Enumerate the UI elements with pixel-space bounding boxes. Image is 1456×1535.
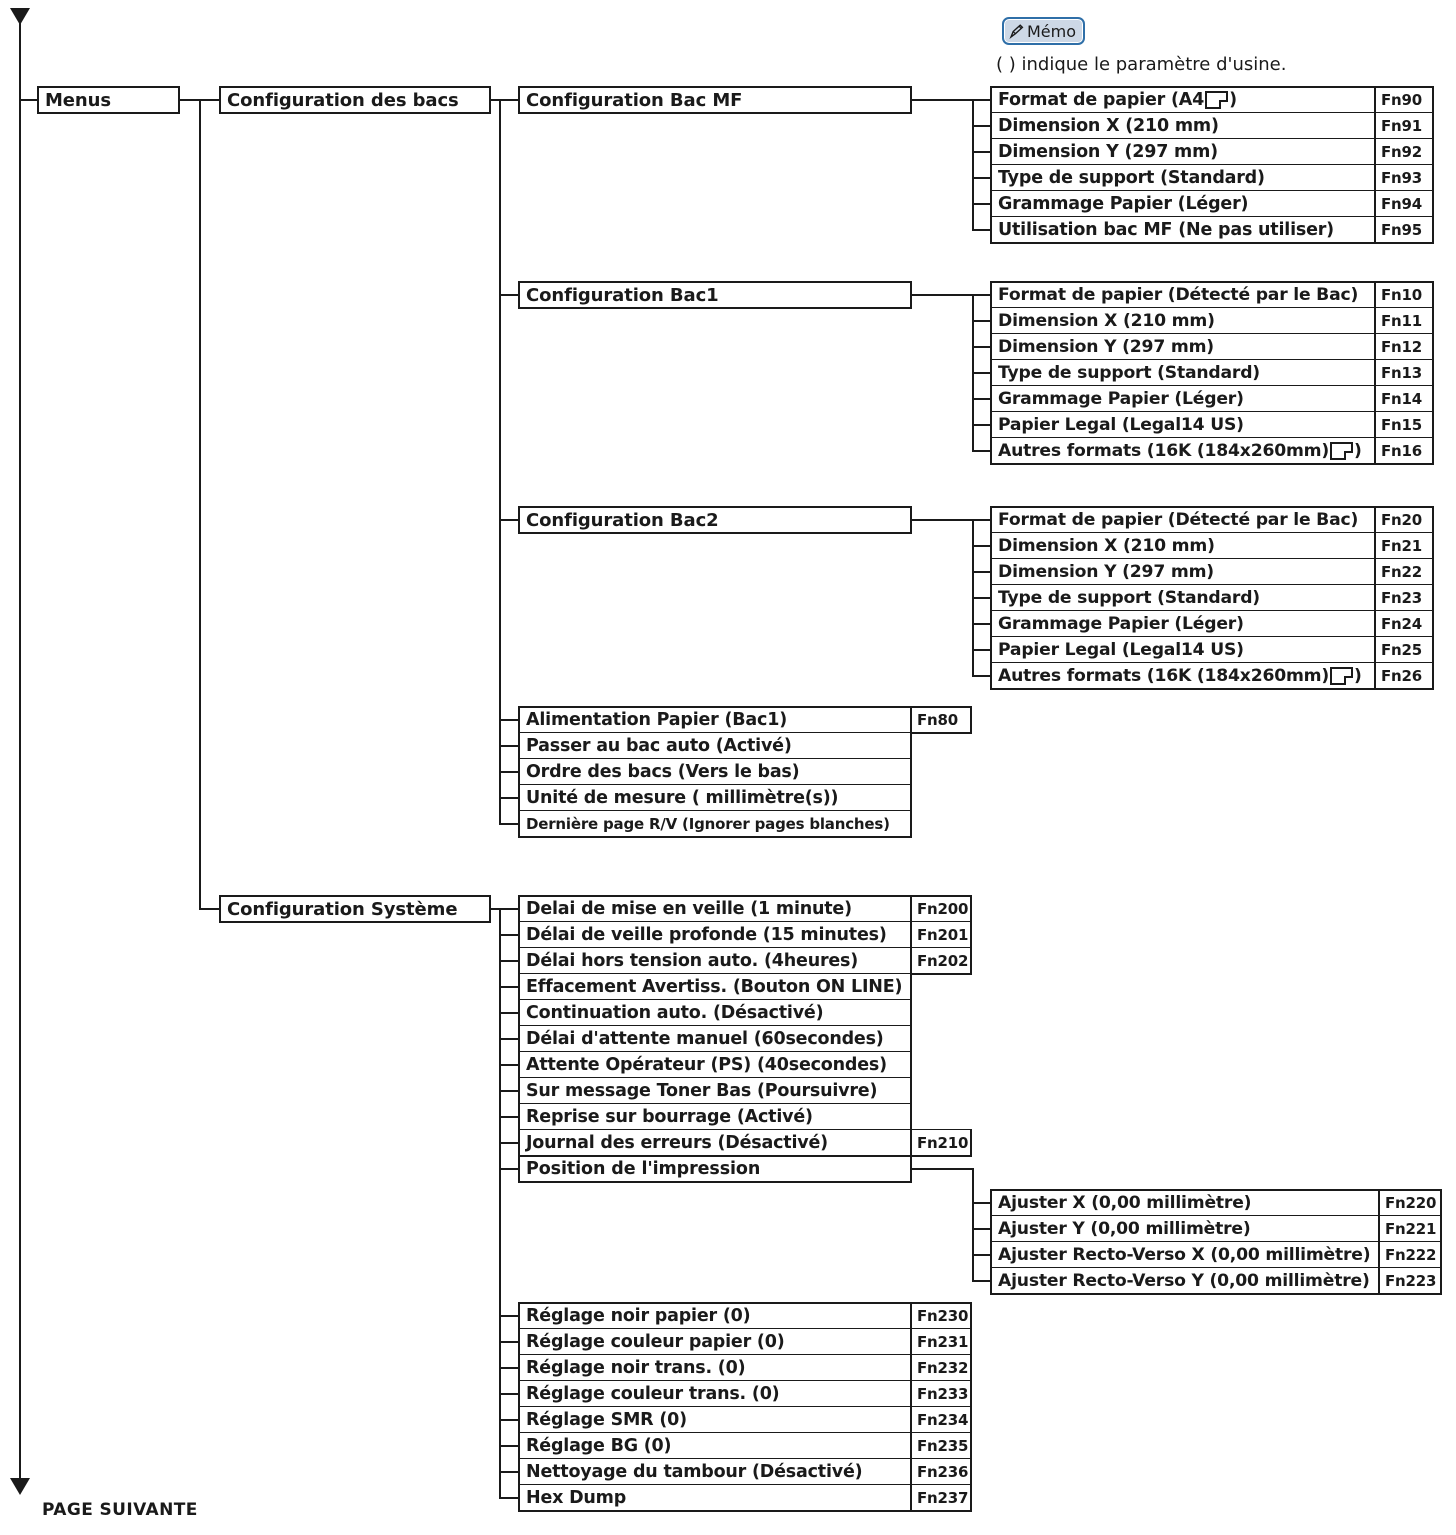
connector-stub [499,1471,520,1473]
menu-item-label: Dimension Y (297 mm) [990,138,1376,166]
menu-item-label: Dimension Y (297 mm) [990,558,1376,586]
menu-item-label: Type de support (Standard) [990,359,1376,387]
connector-stub [972,1280,992,1282]
table-row[interactable] [990,1215,1442,1243]
node-configuration-des-bacs[interactable]: Configuration des bacs [219,86,491,114]
table-row[interactable] [518,1406,972,1434]
connector-stub [972,398,992,400]
menu-item-label: Type de support (Standard) [990,164,1376,192]
paper-page-icon [1330,667,1353,685]
menu-item-label: Réglage noir trans. (0) [518,1354,912,1382]
table-row[interactable] [518,1129,972,1157]
menu-item-label: Réglage SMR (0) [518,1406,912,1434]
connector-stub [499,797,520,799]
menu-item-label: Format de papier (Détecté par le Bac) [990,506,1376,534]
connector-stub [972,571,992,573]
menu-item-label: Grammage Papier (Léger) [990,385,1376,413]
table-row[interactable] [990,532,1434,560]
table-row[interactable] [518,999,972,1027]
table-row[interactable] [518,784,972,812]
function-code: Fn200 [910,895,972,923]
table-reglages [518,1302,972,1512]
connector-stub [499,934,520,936]
function-code: Fn90 [1374,86,1434,114]
function-code: Fn13 [1374,359,1434,387]
next-page-label: PAGE SUIVANTE [42,1500,198,1520]
menu-item-label: Ajuster Recto-Verso Y (0,00 millimètre) [990,1267,1380,1295]
connector-stub [499,99,520,101]
connector-stub [499,960,520,962]
connector-trunk [972,99,974,231]
table-row[interactable] [990,636,1434,664]
table-systeme [518,895,972,1157]
function-code: Fn21 [1374,532,1434,560]
connector-stub [972,346,992,348]
table-row[interactable] [518,1354,972,1382]
table-row[interactable] [990,164,1434,192]
connector-stub [499,771,520,773]
connector-stub [499,294,520,296]
connector-stub [499,1090,520,1092]
menu-item-label: Dimension X (210 mm) [990,112,1376,140]
table-row[interactable] [990,112,1434,140]
connector-stub [972,294,992,296]
function-code: Fn22 [1374,558,1434,586]
connector-stub [499,1064,520,1066]
menu-item-label: Délai hors tension auto. (4heures) [518,947,912,975]
table-row[interactable] [990,662,1434,690]
connector-trunk-bacs [499,99,501,825]
menu-item-label: Ajuster Y (0,00 millimètre) [990,1215,1380,1243]
connector-stub [972,203,992,205]
table-row[interactable] [990,138,1434,166]
menu-item-label: Unité de mesure ( millimètre(s)) [518,784,912,812]
function-code: Fn91 [1374,112,1434,140]
menu-item-label: Réglage couleur trans. (0) [518,1380,912,1408]
table-row[interactable] [518,895,972,923]
connector-stub [499,1315,520,1317]
function-code: Fn14 [1374,385,1434,413]
connector-root-in [19,99,39,101]
connector-systeme-in [199,908,221,910]
memo-note: ( ) indique le paramètre d'usine. [996,54,1287,75]
connector-stub [499,1393,520,1395]
table-row[interactable] [518,1484,972,1512]
menu-item-label: Autres formats (16K (184x260mm) ) [990,662,1376,690]
connector-stub [972,151,992,153]
table-row[interactable] [518,1103,972,1131]
function-code: Fn221 [1378,1215,1442,1243]
menu-item-label: Grammage Papier (Léger) [990,610,1376,638]
connector-stub [972,519,992,521]
table-row[interactable] [990,411,1434,439]
function-code: Fn236 [910,1458,972,1486]
function-code: Fn230 [910,1302,972,1330]
page-flow-arrow-bottom [10,1478,30,1495]
table-row[interactable] [518,758,972,786]
table-row[interactable] [518,1432,972,1460]
connector-stub [972,1202,992,1204]
node-position-impression[interactable]: Position de l'impression [518,1155,912,1183]
function-code: Fn26 [1374,662,1434,690]
function-code: Fn237 [910,1484,972,1512]
connector-stub [972,649,992,651]
menu-item-label: Dernière page R/V (Ignorer pages blanches) [518,810,912,838]
connector-stub [499,1367,520,1369]
function-code: Fn80 [910,706,972,734]
menu-item-label: Réglage BG (0) [518,1432,912,1460]
connector-stub [972,177,992,179]
menu-item-label: Dimension X (210 mm) [990,532,1376,560]
function-code: Fn220 [1378,1189,1442,1217]
menu-item-label: Format de papier (A4 ) [990,86,1376,114]
function-code: Fn12 [1374,333,1434,361]
table-row[interactable] [990,359,1434,387]
node-configuration-bac-mf[interactable]: Configuration Bac MF [518,86,912,114]
pencil-icon [1008,23,1027,40]
function-code: Fn210 [910,1129,972,1157]
connector-stub [499,1341,520,1343]
connector-stub [972,229,992,231]
function-code: Fn201 [910,921,972,949]
connector-horizontal [912,1168,974,1170]
menu-item-label: Ajuster X (0,00 millimètre) [990,1189,1380,1217]
function-code: Fn95 [1374,216,1434,244]
function-code: Fn222 [1378,1241,1442,1269]
menu-item-label: Dimension Y (297 mm) [990,333,1376,361]
connector-stub [499,719,520,721]
menu-item-label: Réglage noir papier (0) [518,1302,912,1330]
table-row[interactable] [990,216,1434,244]
connector-stub [972,424,992,426]
node-configuration-systeme[interactable]: Configuration Système [219,895,491,923]
connector-stub [499,519,520,521]
menu-item-label: Type de support (Standard) [990,584,1376,612]
table-row[interactable] [518,706,972,734]
table-row[interactable] [518,732,972,760]
menu-item-label: Reprise sur bourrage (Activé) [518,1103,912,1131]
menu-item-label: Autres formats (16K (184x260mm) ) [990,437,1376,465]
connector-stub [972,320,992,322]
menu-item-label: Alimentation Papier (Bac1) [518,706,912,734]
connector-stub [499,1012,520,1014]
menu-item-label: Continuation auto. (Désactivé) [518,999,912,1027]
table-row[interactable] [990,558,1434,586]
function-code: Fn10 [1374,281,1434,309]
connector-stub [499,1445,520,1447]
function-code: Fn234 [910,1406,972,1434]
function-code: Fn94 [1374,190,1434,218]
function-code: Fn202 [910,947,972,975]
connector-stub [499,1038,520,1040]
connector-horizontal [912,99,974,101]
function-code: Fn235 [910,1432,972,1460]
menu-item-label: Journal des erreurs (Désactivé) [518,1129,912,1157]
function-code: Fn232 [910,1354,972,1382]
table-row[interactable] [990,1267,1442,1295]
table-row[interactable] [990,610,1434,638]
table-row[interactable] [518,1380,972,1408]
table-row[interactable] [990,1189,1442,1217]
function-code: Fn93 [1374,164,1434,192]
function-code: Fn11 [1374,307,1434,335]
menu-item-label: Effacement Avertiss. (Bouton ON LINE) [518,973,912,1001]
table-row[interactable] [990,190,1434,218]
table-position-impression [990,1189,1442,1295]
menu-item-label: Papier Legal (Legal14 US) [990,636,1376,664]
table-bac-mf [990,86,1434,244]
function-code: Fn24 [1374,610,1434,638]
menu-item-label: Delai de mise en veille (1 minute) [518,895,912,923]
menu-item-label: Papier Legal (Legal14 US) [990,411,1376,439]
menu-item-label: Délai d'attente manuel (60secondes) [518,1025,912,1053]
connector-trunk-col2 [199,99,201,910]
connector-stub [972,99,992,101]
connector-stub [499,908,520,910]
function-code: Fn25 [1374,636,1434,664]
function-code: Fn23 [1374,584,1434,612]
connector-trunk-systeme [499,908,501,1499]
table-row[interactable] [990,437,1434,465]
table-row[interactable] [990,385,1434,413]
function-code: Fn16 [1374,437,1434,465]
table-row[interactable] [990,333,1434,361]
table-row[interactable] [518,1077,972,1105]
table-row[interactable] [990,281,1434,309]
connector-stub [499,1497,520,1499]
menu-item-label: Hex Dump [518,1484,912,1512]
connector-stub [972,1254,992,1256]
table-row[interactable] [518,947,972,975]
node-configuration-bac2[interactable]: Configuration Bac2 [518,506,912,534]
page-spine [19,14,21,1492]
node-menus[interactable]: Menus [37,86,180,114]
connector-stub [972,597,992,599]
memo-badge-label: Mémo [1027,21,1077,41]
table-row[interactable] [990,307,1434,335]
table-bacs-common [518,706,972,838]
menu-item-label: Délai de veille profonde (15 minutes) [518,921,912,949]
menu-item-label: Réglage couleur papier (0) [518,1328,912,1356]
connector-stub [499,1116,520,1118]
menu-item-label: Ordre des bacs (Vers le bas) [518,758,912,786]
table-row[interactable] [990,1241,1442,1269]
function-code: Fn223 [1378,1267,1442,1295]
menu-item-label: Attente Opérateur (PS) (40secondes) [518,1051,912,1079]
function-code: Fn20 [1374,506,1434,534]
connector-stub [972,623,992,625]
function-code: Fn231 [910,1328,972,1356]
connector-horizontal [912,294,974,296]
menu-item-label: Dimension X (210 mm) [990,307,1376,335]
menu-item-label: Sur message Toner Bas (Poursuivre) [518,1077,912,1105]
table-row[interactable] [990,584,1434,612]
connector-stub [499,986,520,988]
menu-item-label: Passer au bac auto (Activé) [518,732,912,760]
connector-stub [972,675,992,677]
connector-stub [972,1228,992,1230]
connector-stub [499,823,520,825]
table-row[interactable] [518,1051,972,1079]
table-row[interactable] [518,921,972,949]
connector-stub [972,125,992,127]
paper-page-icon [1330,442,1353,460]
connector-trunk [972,1168,974,1282]
table-row[interactable] [518,1025,972,1053]
connector-stub [499,1142,520,1144]
menu-item-label: Grammage Papier (Léger) [990,190,1376,218]
memo-badge [1002,17,1085,45]
node-configuration-bac1[interactable]: Configuration Bac1 [518,281,912,309]
menu-item-label: Nettoyage du tambour (Désactivé) [518,1458,912,1486]
connector-stub [972,545,992,547]
connector-stub [972,450,992,452]
function-code: Fn92 [1374,138,1434,166]
paper-page-icon [1205,91,1228,109]
table-bac1 [990,281,1434,465]
function-code: Fn15 [1374,411,1434,439]
table-row[interactable] [518,1328,972,1356]
connector-horizontal [912,519,974,521]
table-row[interactable] [518,1458,972,1486]
table-row[interactable] [990,506,1434,534]
connector-stub [499,745,520,747]
connector-stub [499,1168,520,1170]
table-row[interactable] [990,86,1434,114]
menu-item-label: Format de papier (Détecté par le Bac) [990,281,1376,309]
menu-item-label: Utilisation bac MF (Ne pas utiliser) [990,216,1376,244]
table-row[interactable] [518,973,972,1001]
table-row[interactable] [518,810,972,838]
connector-stub [972,372,992,374]
table-row[interactable] [518,1302,972,1330]
table-bac2 [990,506,1434,690]
function-code: Fn233 [910,1380,972,1408]
connector-stub [499,1419,520,1421]
menu-item-label: Ajuster Recto-Verso X (0,00 millimètre) [990,1241,1380,1269]
